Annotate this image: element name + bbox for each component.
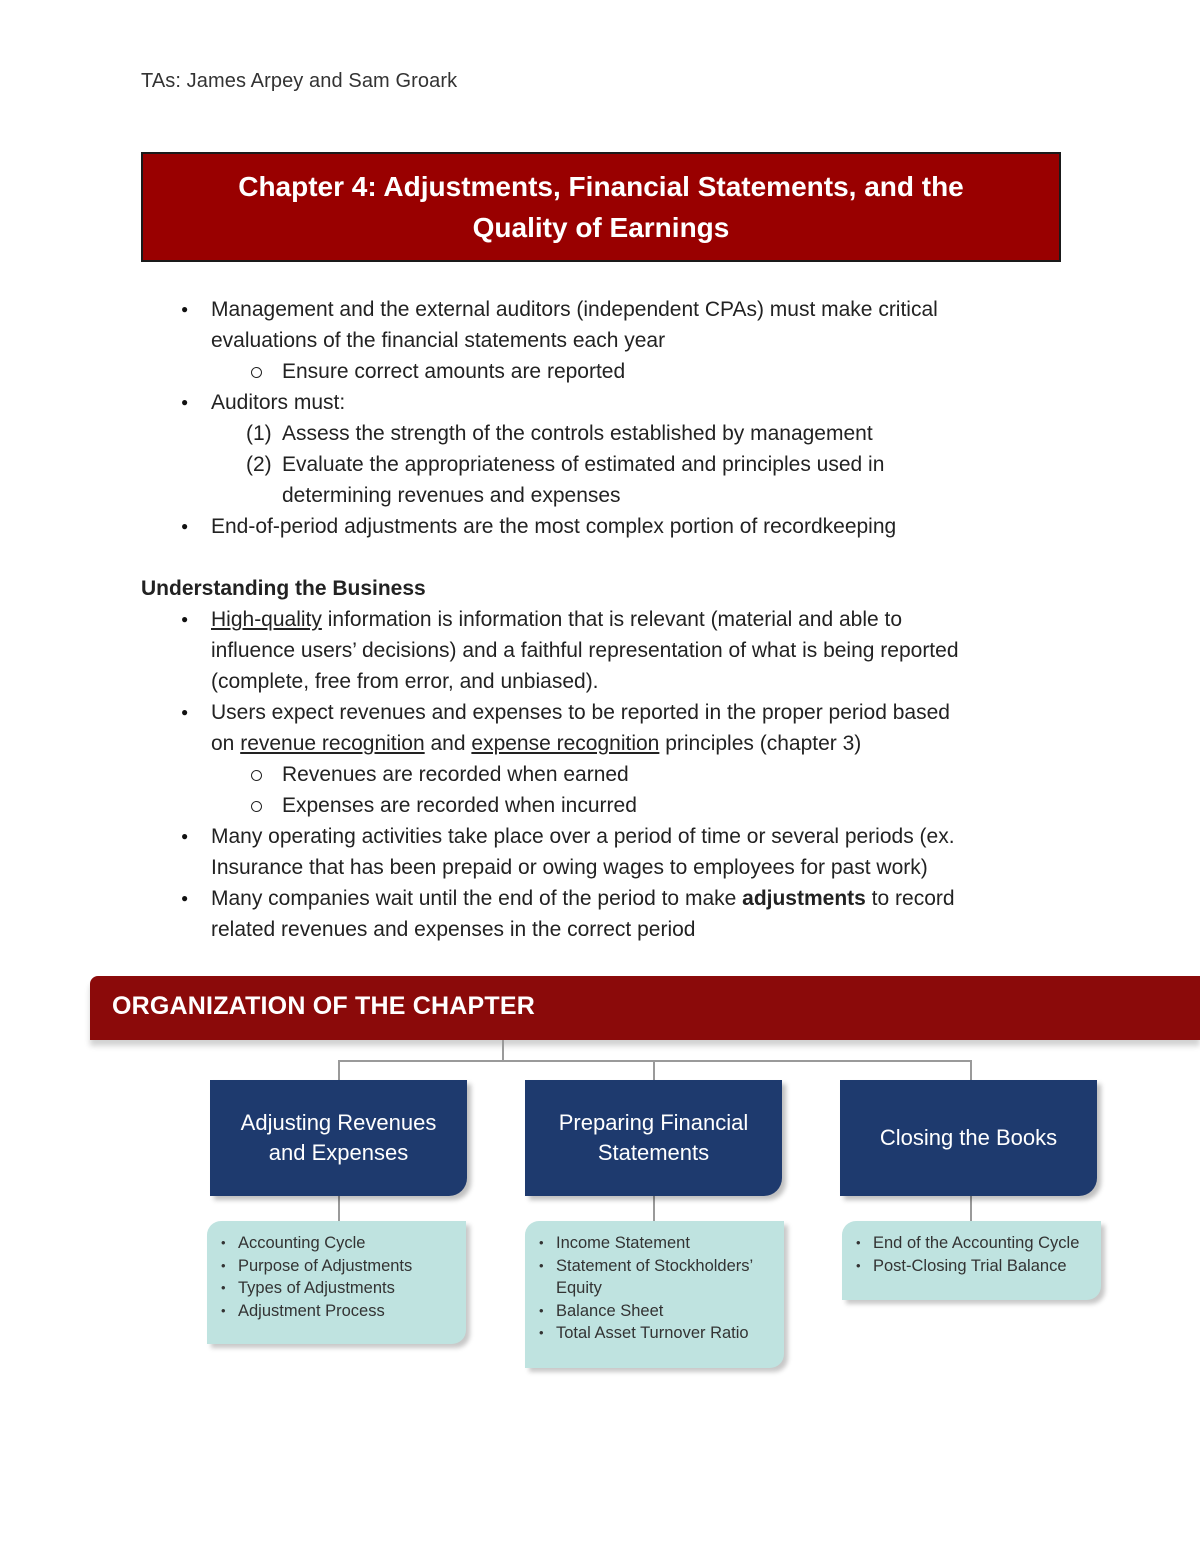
list-item: • Accounting Cycle [207, 1232, 466, 1255]
term-high-quality: High-quality [211, 608, 322, 631]
bullet-icon: ● [181, 302, 189, 316]
understanding-sub-bullet-2: Expenses are recorded when incurred [282, 794, 637, 817]
intro-numbered-2-line-1: Evaluate the appropriateness of estimated and principles used in [282, 453, 885, 476]
bullet-icon: ● [181, 612, 189, 626]
understanding-bullet-2-line-2: on revenue recognition and expense recognition principles (chapter 3) [211, 732, 862, 755]
understanding-sub-bullet-1: Revenues are recorded when earned [282, 763, 629, 786]
intro-numbered-2-line-2: determining revenues and expenses [282, 484, 621, 507]
term-adjustments: adjustments [742, 887, 866, 910]
bullet-icon: ● [181, 705, 189, 719]
list-item: • End of the Accounting Cycle [842, 1232, 1101, 1255]
topic-list-closing [842, 1221, 1101, 1300]
bullet-icon: ● [181, 829, 189, 843]
org-chart-title: ORGANIZATION OF THE CHAPTER [112, 992, 535, 1020]
understanding-bullet-1-line-3: (complete, free from error, and unbiased). [211, 670, 599, 693]
connector-line [653, 1196, 655, 1222]
intro-bullet-1-line-2: evaluations of the financial statements each year [211, 329, 666, 352]
sub-bullet-icon [251, 367, 262, 378]
connector-line [338, 1060, 972, 1062]
sub-bullet-icon [251, 770, 262, 781]
connector-line [970, 1060, 972, 1081]
list-item: • Post-Closing Trial Balance [842, 1255, 1101, 1278]
intro-bullet-3: End-of-period adjustments are the most complex portion of recordkeeping [211, 515, 897, 538]
list-item: • Statement of Stockholders’ [525, 1255, 784, 1278]
intro-sub-bullet-1: Ensure correct amounts are reported [282, 360, 626, 383]
chapter-title-line-2: Quality of Earnings [472, 212, 730, 243]
intro-bullet-2: Auditors must: [211, 391, 346, 414]
section-heading-understanding: Understanding the Business [141, 577, 426, 600]
list-item: • Adjustment Process [207, 1300, 466, 1323]
list-item: • Purpose of Adjustments [207, 1255, 466, 1278]
list-item: • Balance Sheet [525, 1300, 784, 1323]
connector-line [502, 1040, 504, 1062]
list-item: • Income Statement [525, 1232, 784, 1255]
topic-box-closing: Closing the Books [840, 1080, 1097, 1196]
understanding-bullet-4-line-1: Many companies wait until the end of the period to make adjustments to record [211, 887, 955, 910]
term-expense-recognition: expense recognition [471, 732, 660, 755]
connector-line [338, 1196, 340, 1222]
sub-bullet-icon [251, 801, 262, 812]
understanding-bullet-3-line-1: Many operating activities take place over a period of time or several periods (ex. [211, 825, 955, 848]
bullet-icon: ● [181, 891, 189, 905]
ta-names: TAs: James Arpey and Sam Groark [141, 70, 458, 92]
chapter-title-line-1: Chapter 4: Adjustments, Financial Statements, and the [238, 171, 964, 202]
list-item-continuation: Equity [556, 1279, 602, 1297]
connector-line [338, 1060, 340, 1081]
intro-bullet-1-line-1: Management and the external auditors (independent CPAs) must make critical [211, 298, 938, 321]
list-item: • Types of Adjustments [207, 1277, 466, 1300]
numbered-marker-2: (2) [246, 453, 272, 476]
chapter-title-box [141, 152, 1061, 262]
org-chart-banner [90, 976, 1200, 1040]
connector-line [653, 1060, 655, 1081]
bullet-icon: ● [181, 519, 189, 533]
topic-box-adjusting: Adjusting Revenues and Expenses [210, 1080, 467, 1196]
connector-line [970, 1196, 972, 1222]
numbered-marker-1: (1) [246, 422, 272, 445]
list-item: • Total Asset Turnover Ratio [525, 1322, 784, 1345]
understanding-bullet-1-line-2: influence users’ decisions) and a faithful representation of what is being reported [211, 639, 959, 662]
topic-box-preparing: Preparing Financial Statements [525, 1080, 782, 1196]
understanding-bullet-1-line-1: High-quality information is information that is relevant (material and able to [211, 608, 903, 631]
topic-list-preparing [525, 1221, 784, 1368]
bullet-icon: ● [181, 395, 189, 409]
intro-numbered-1: Assess the strength of the controls established by management [282, 422, 873, 445]
topic-list-adjusting [207, 1221, 466, 1344]
understanding-bullet-3-line-2: Insurance that has been prepaid or owing wages to employees for past work) [211, 856, 928, 879]
understanding-bullet-4-line-2: related revenues and expenses in the correct period [211, 918, 696, 941]
understanding-bullet-2-line-1: Users expect revenues and expenses to be reported in the proper period based [211, 701, 950, 724]
term-revenue-recognition: revenue recognition [240, 732, 425, 755]
